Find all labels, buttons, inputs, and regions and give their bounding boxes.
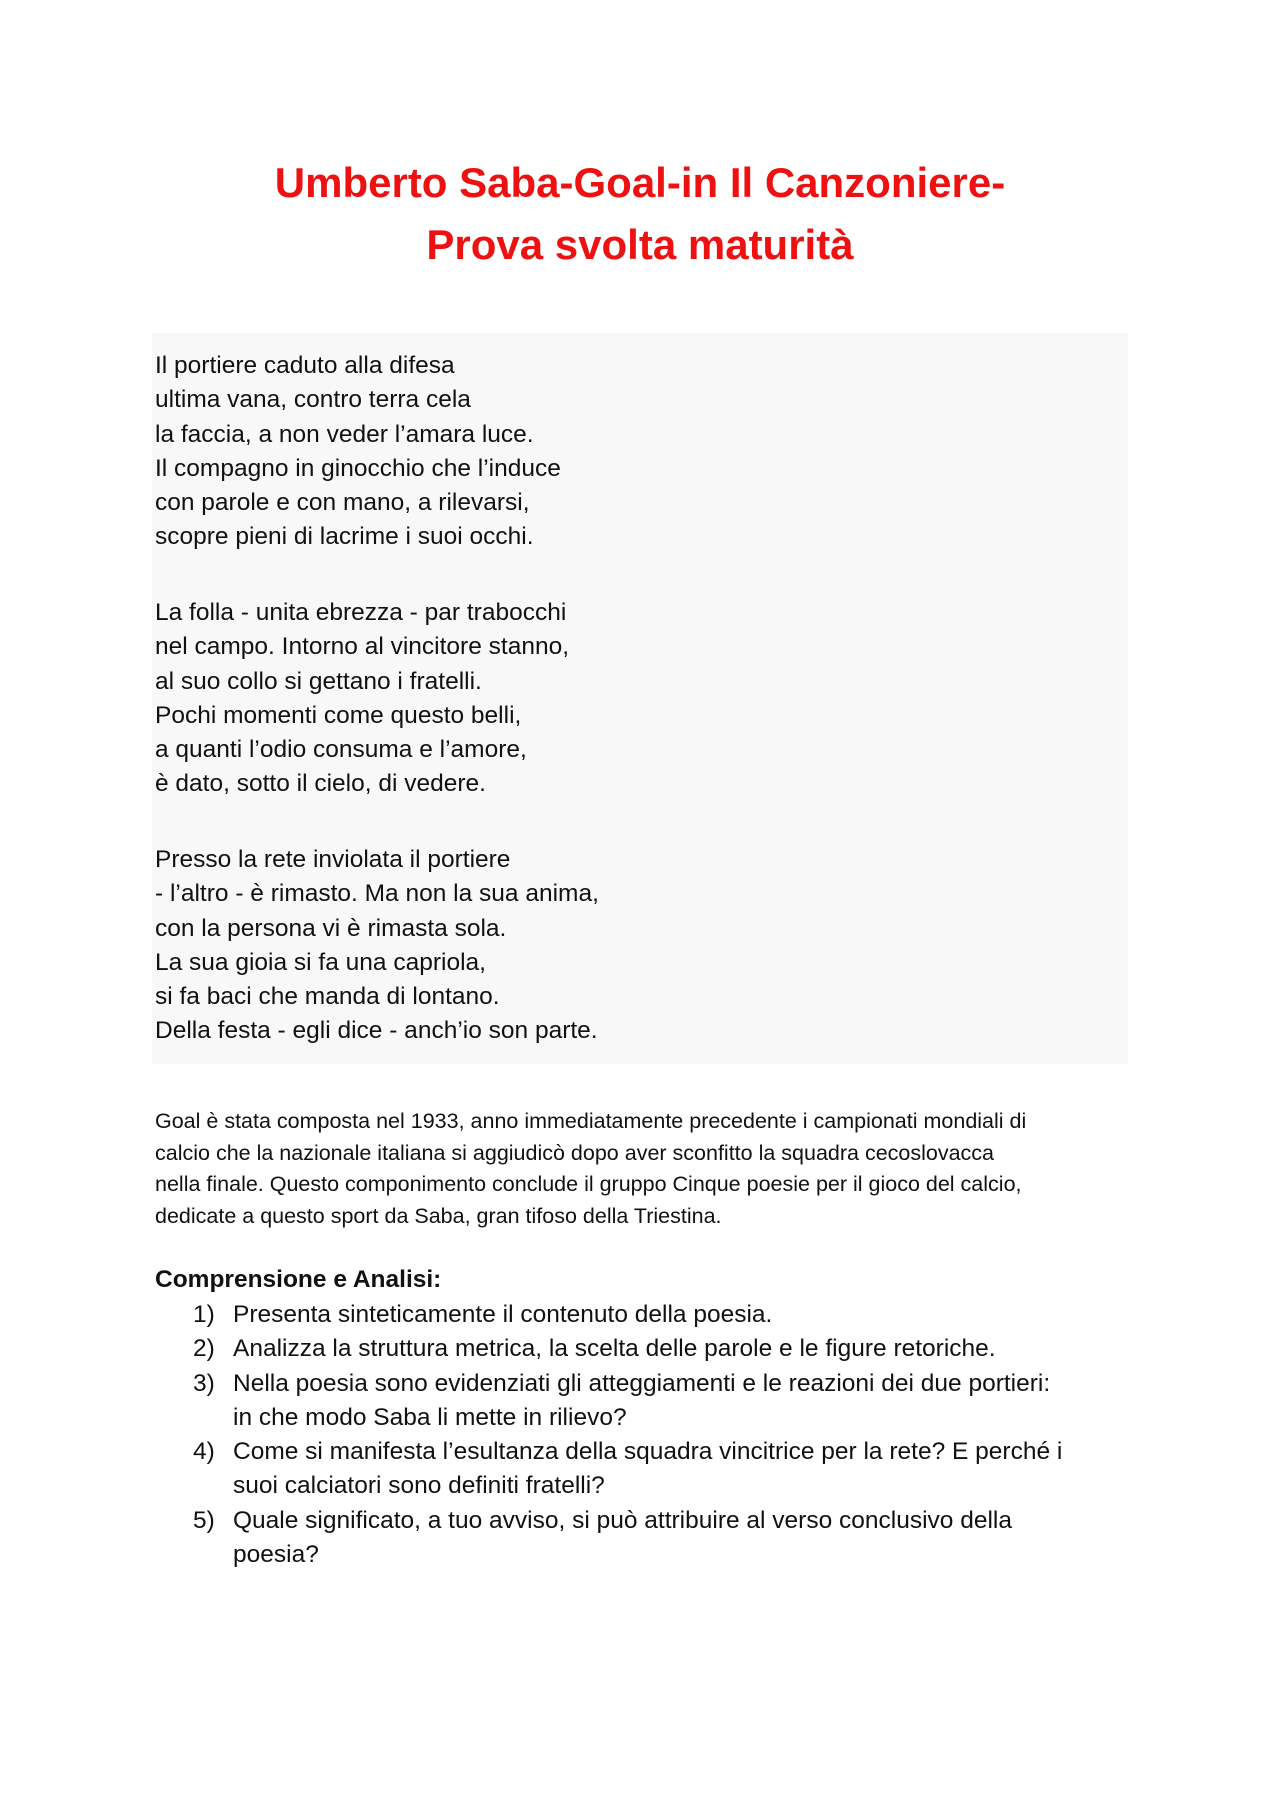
question-item xyxy=(0,1298,1280,1332)
question-text-continued: in che modo Saba li mette in rilievo? xyxy=(233,1403,627,1431)
question-text: Come si manifesta l’esultanza della squadra vincitrice per la rete? E perché i xyxy=(233,1438,1063,1466)
poem-line: si fa baci che manda di lontano. xyxy=(155,983,500,1011)
intro-line: dedicate a questo sport da Saba, gran tifoso della Triestina. xyxy=(155,1204,722,1229)
question-text-continued: suoi calciatori sono definiti fratelli? xyxy=(233,1472,605,1500)
title-line-2: Prova svolta maturità xyxy=(426,221,854,268)
poem-line: Della festa - egli dice - anch’io son parte. xyxy=(155,1017,598,1045)
question-text: Presenta sinteticamente il contenuto della poesia. xyxy=(233,1301,773,1328)
question-item xyxy=(0,1367,1280,1436)
question-text: Nella poesia sono evidenziati gli atteggiamenti e le reazioni dei due portieri: xyxy=(233,1369,1051,1397)
poem-line: - l’altro - è rimasto. Ma non la sua anima, xyxy=(155,880,599,908)
question-number: 3) xyxy=(193,1369,215,1397)
title-line-1: Umberto Saba-Goal-in Il Canzoniere- xyxy=(274,159,1006,206)
poem-line: al suo collo si gettano i fratelli. xyxy=(155,667,482,695)
question-item xyxy=(0,1504,1280,1573)
poem-line: La folla - unita ebrezza - par trabocchi xyxy=(155,599,567,626)
question-text: Quale significato, a tuo avviso, si può attribuire al verso conclusivo della xyxy=(233,1506,1012,1534)
question-list xyxy=(0,1298,1280,1572)
poem-stanza-3 xyxy=(155,843,599,1049)
poem-line: la faccia, a non veder l’amara luce. xyxy=(155,420,534,448)
poem-stanza-2 xyxy=(155,596,569,802)
question-item xyxy=(0,1332,1280,1366)
poem-line: scopre pieni di lacrime i suoi occhi. xyxy=(155,523,534,551)
question-text-continued: poesia? xyxy=(233,1541,319,1569)
poem-line: a quanti l’odio consuma e l’amore, xyxy=(155,736,527,764)
poem-line: con parole e con mano, a rilevarsi, xyxy=(155,489,530,517)
poem-line: è dato, sotto il cielo, di vedere. xyxy=(155,770,486,798)
intro-paragraph xyxy=(155,1106,1135,1233)
poem-line: nel campo. Intorno al vincitore stanno, xyxy=(155,633,570,661)
poem-line: Il compagno in ginocchio che l’induce xyxy=(155,454,561,482)
question-number: 4) xyxy=(193,1438,215,1466)
question-number: 2) xyxy=(193,1335,215,1363)
question-number: 5) xyxy=(193,1506,215,1534)
poem-line: ultima vana, contro terra cela xyxy=(155,386,471,414)
question-number: 1) xyxy=(193,1301,215,1328)
poem-line: Il portiere caduto alla difesa xyxy=(155,352,455,379)
question-item xyxy=(0,1435,1280,1504)
analysis-heading: Comprensione e Analisi: xyxy=(155,1266,442,1293)
intro-line: Goal è stata composta nel 1933, anno immediatamente precedente i campionati mondiali di xyxy=(155,1109,1027,1133)
poem-line: con la persona vi è rimasta sola. xyxy=(155,914,507,942)
poem-line: Presso la rete inviolata il portiere xyxy=(155,846,511,873)
poem-line: Pochi momenti come questo belli, xyxy=(155,701,522,729)
intro-line: calcio che la nazionale italiana si aggiudicò dopo aver sconfitto la squadra cecoslovacca xyxy=(155,1140,995,1165)
question-text: Analizza la struttura metrica, la scelta delle parole e le figure retoriche. xyxy=(233,1335,996,1363)
intro-line: nella finale. Questo componimento conclude il gruppo Cinque poesie per il gioco del calcio, xyxy=(155,1172,1022,1197)
poem-line: La sua gioia si fa una capriola, xyxy=(155,948,486,976)
document-title xyxy=(0,152,1280,276)
poem-stanza-1 xyxy=(155,349,561,555)
